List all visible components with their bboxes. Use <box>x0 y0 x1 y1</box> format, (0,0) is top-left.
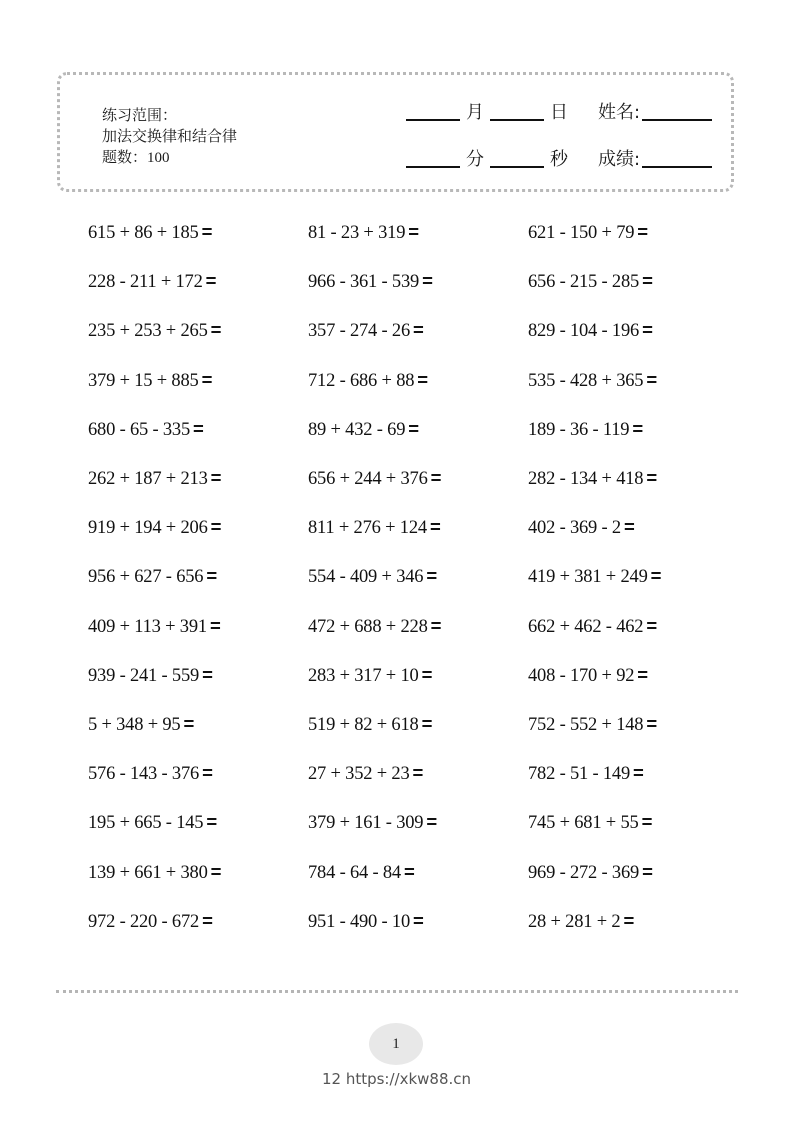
equals-sign: = <box>201 221 213 243</box>
problem-expression: 972 - 220 - 672 <box>88 911 200 932</box>
second-label: 秒 <box>550 149 568 170</box>
problem-expression: 966 - 361 - 539 <box>308 272 420 293</box>
watermark: 12 https://xkw88.cn <box>321 1070 472 1088</box>
equals-sign: = <box>202 663 213 685</box>
problem-row <box>88 749 748 798</box>
equals-sign: = <box>202 909 213 931</box>
scope-label: 练习范围： <box>102 106 178 124</box>
problem-expression: 472 + 688 + 228 <box>308 616 428 637</box>
problem-expression: 81 - 23 + 319 <box>308 223 406 244</box>
page-number: 1 <box>392 1035 400 1052</box>
equals-sign: = <box>642 319 653 341</box>
day-blank[interactable] <box>490 99 544 121</box>
equals-sign: = <box>417 368 428 390</box>
problem-expression: 419 + 381 + 249 <box>528 567 648 588</box>
problem-expression: 139 + 661 + 380 <box>88 862 208 883</box>
student-fields <box>406 97 712 191</box>
problem-row <box>88 306 748 355</box>
equals-sign: = <box>637 221 648 243</box>
problem-row <box>88 208 748 257</box>
equals-sign: = <box>422 270 433 292</box>
problem-item <box>528 270 748 293</box>
problem-expression: 519 + 82 + 618 <box>308 714 419 735</box>
problem-item <box>308 221 528 244</box>
problem-expression: 576 - 143 - 376 <box>88 764 200 785</box>
equals-sign: = <box>642 270 653 292</box>
minute-blank[interactable] <box>406 146 460 168</box>
problem-grid <box>88 208 748 946</box>
problem-item <box>308 319 528 342</box>
minute-label: 分 <box>466 149 484 170</box>
problem-item <box>528 713 748 736</box>
problem-expression: 752 - 552 + 148 <box>528 714 644 735</box>
equals-sign: = <box>210 516 222 538</box>
equals-sign: = <box>623 909 635 931</box>
problem-item <box>308 811 528 834</box>
problem-item <box>88 811 308 834</box>
problem-expression: 956 + 627 - 656 <box>88 567 204 588</box>
equals-sign: = <box>642 860 653 882</box>
problem-item <box>528 516 748 539</box>
problem-expression: 784 - 64 - 84 <box>308 862 401 883</box>
equals-sign: = <box>183 712 195 734</box>
equals-sign: = <box>202 762 213 784</box>
problem-item <box>88 861 308 884</box>
problem-row <box>88 552 748 601</box>
problem-item <box>308 369 528 392</box>
problem-item <box>528 861 748 884</box>
problem-item <box>308 910 528 933</box>
problem-item <box>528 467 748 490</box>
problem-item <box>528 319 748 342</box>
problem-item <box>88 467 308 490</box>
problem-expression: 402 - 369 - 2 <box>528 518 621 539</box>
problem-item <box>308 270 528 293</box>
problem-expression: 235 + 253 + 265 <box>88 321 208 342</box>
equals-sign: = <box>430 467 442 489</box>
problem-item <box>308 516 528 539</box>
problem-item <box>528 762 748 785</box>
problem-item <box>308 664 528 687</box>
problem-item <box>308 762 528 785</box>
problem-expression: 656 - 215 - 285 <box>528 272 640 293</box>
problem-expression: 939 - 241 - 559 <box>88 665 200 686</box>
equals-sign: = <box>408 221 419 243</box>
problem-row <box>88 847 748 896</box>
problem-expression: 656 + 244 + 376 <box>308 469 428 490</box>
equals-sign: = <box>193 417 204 439</box>
problem-expression: 782 - 51 - 149 <box>528 764 631 785</box>
equals-sign: = <box>646 614 657 636</box>
count-label: 题数： <box>102 148 148 166</box>
problem-expression: 89 + 432 - 69 <box>308 419 406 440</box>
problem-expression: 919 + 194 + 206 <box>88 518 208 539</box>
problem-item <box>88 516 308 539</box>
equals-sign: = <box>426 565 437 587</box>
name-blank[interactable] <box>642 99 712 121</box>
equals-sign: = <box>413 909 424 931</box>
problem-expression: 5 + 348 + 95 <box>88 714 181 735</box>
problem-row <box>88 700 748 749</box>
equals-sign: = <box>408 417 419 439</box>
problem-item <box>528 369 748 392</box>
equals-sign: = <box>632 417 643 439</box>
problem-item <box>308 713 528 736</box>
equals-sign: = <box>210 319 222 341</box>
equals-sign: = <box>210 467 222 489</box>
equals-sign: = <box>201 368 213 390</box>
problem-item <box>88 270 308 293</box>
problem-item <box>88 762 308 785</box>
problem-item <box>528 221 748 244</box>
problem-expression: 195 + 665 - 145 <box>88 813 204 834</box>
equals-sign: = <box>637 663 648 685</box>
equals-sign: = <box>646 712 657 734</box>
problem-item <box>88 910 308 933</box>
problem-expression: 262 + 187 + 213 <box>88 469 208 490</box>
month-label: 月 <box>466 102 484 123</box>
equals-sign: = <box>210 860 222 882</box>
problem-item <box>88 319 308 342</box>
problem-expression: 228 - 211 + 172 <box>88 272 203 293</box>
problem-row <box>88 798 748 847</box>
equals-sign: = <box>403 860 415 882</box>
problem-expression: 615 + 86 + 185 <box>88 223 199 244</box>
date-name-row <box>406 97 712 125</box>
equals-sign: = <box>413 319 424 341</box>
equals-sign: = <box>426 811 437 833</box>
equals-sign: = <box>641 811 653 833</box>
scope-info <box>102 105 237 169</box>
problem-item <box>308 861 528 884</box>
problem-item <box>88 369 308 392</box>
problem-row <box>88 651 748 700</box>
problem-expression: 379 + 161 - 309 <box>308 813 424 834</box>
day-label: 日 <box>550 102 568 123</box>
equals-sign: = <box>421 663 433 685</box>
equals-sign: = <box>412 762 424 784</box>
problem-expression: 680 - 65 - 335 <box>88 419 191 440</box>
problem-expression: 357 - 274 - 26 <box>308 321 411 342</box>
problem-expression: 951 - 490 - 10 <box>308 911 411 932</box>
problem-item <box>88 713 308 736</box>
time-score-row <box>406 144 712 172</box>
problem-item <box>308 565 528 588</box>
problem-expression: 829 - 104 - 196 <box>528 321 640 342</box>
equals-sign: = <box>430 614 442 636</box>
equals-sign: = <box>650 565 662 587</box>
problem-expression: 811 + 276 + 124 <box>308 518 427 539</box>
footer-divider <box>56 990 738 993</box>
problem-item <box>88 221 308 244</box>
scope-value: 加法交换律和结合律 <box>102 127 238 145</box>
problem-item <box>88 418 308 441</box>
page-number-badge <box>369 1023 423 1065</box>
problem-item <box>528 615 748 638</box>
problem-expression: 379 + 15 + 885 <box>88 370 199 391</box>
equals-sign: = <box>206 565 217 587</box>
problem-item <box>528 664 748 687</box>
problem-row <box>88 454 748 503</box>
problem-row <box>88 897 748 946</box>
problem-expression: 189 - 36 - 119 <box>528 419 630 440</box>
problem-expression: 621 - 150 + 79 <box>528 223 635 244</box>
problem-expression: 28 + 281 + 2 <box>528 911 621 932</box>
problem-item <box>308 467 528 490</box>
problem-expression: 283 + 317 + 10 <box>308 665 419 686</box>
equals-sign: = <box>646 368 657 390</box>
equals-sign: = <box>421 712 433 734</box>
problem-row <box>88 503 748 552</box>
equals-sign: = <box>646 467 657 489</box>
problem-row <box>88 602 748 651</box>
problem-item <box>528 418 748 441</box>
problem-count <box>102 147 237 169</box>
problem-expression: 554 - 409 + 346 <box>308 567 424 588</box>
problem-expression: 969 - 272 - 369 <box>528 862 640 883</box>
problem-item <box>88 615 308 638</box>
problem-item <box>528 811 748 834</box>
month-blank[interactable] <box>406 99 460 121</box>
score-blank[interactable] <box>642 146 712 168</box>
problem-expression: 282 - 134 + 418 <box>528 469 644 490</box>
equals-sign: = <box>623 516 635 538</box>
problem-item <box>528 910 748 933</box>
problem-expression: 409 + 113 + 391 <box>88 616 207 637</box>
problem-item <box>308 615 528 638</box>
problem-expression: 408 - 170 + 92 <box>528 665 635 686</box>
problem-expression: 745 + 681 + 55 <box>528 813 639 834</box>
count-value: 100 <box>147 150 170 166</box>
problem-item <box>308 418 528 441</box>
equals-sign: = <box>429 516 441 538</box>
score-label: 成绩: <box>598 149 641 170</box>
problem-expression: 535 - 428 + 365 <box>528 370 644 391</box>
problem-expression: 662 + 462 - 462 <box>528 616 644 637</box>
equals-sign: = <box>206 811 217 833</box>
problem-item <box>88 664 308 687</box>
equals-sign: = <box>205 270 217 292</box>
problem-row <box>88 405 748 454</box>
problem-expression: 27 + 352 + 23 <box>308 764 410 785</box>
equals-sign: = <box>633 762 644 784</box>
worksheet-header <box>57 72 734 192</box>
problem-item <box>88 565 308 588</box>
problem-item <box>528 565 748 588</box>
problem-row <box>88 257 748 306</box>
problem-row <box>88 356 748 405</box>
problem-expression: 712 - 686 + 88 <box>308 370 415 391</box>
equals-sign: = <box>209 614 221 636</box>
second-blank[interactable] <box>490 146 544 168</box>
name-label: 姓名: <box>598 102 641 123</box>
